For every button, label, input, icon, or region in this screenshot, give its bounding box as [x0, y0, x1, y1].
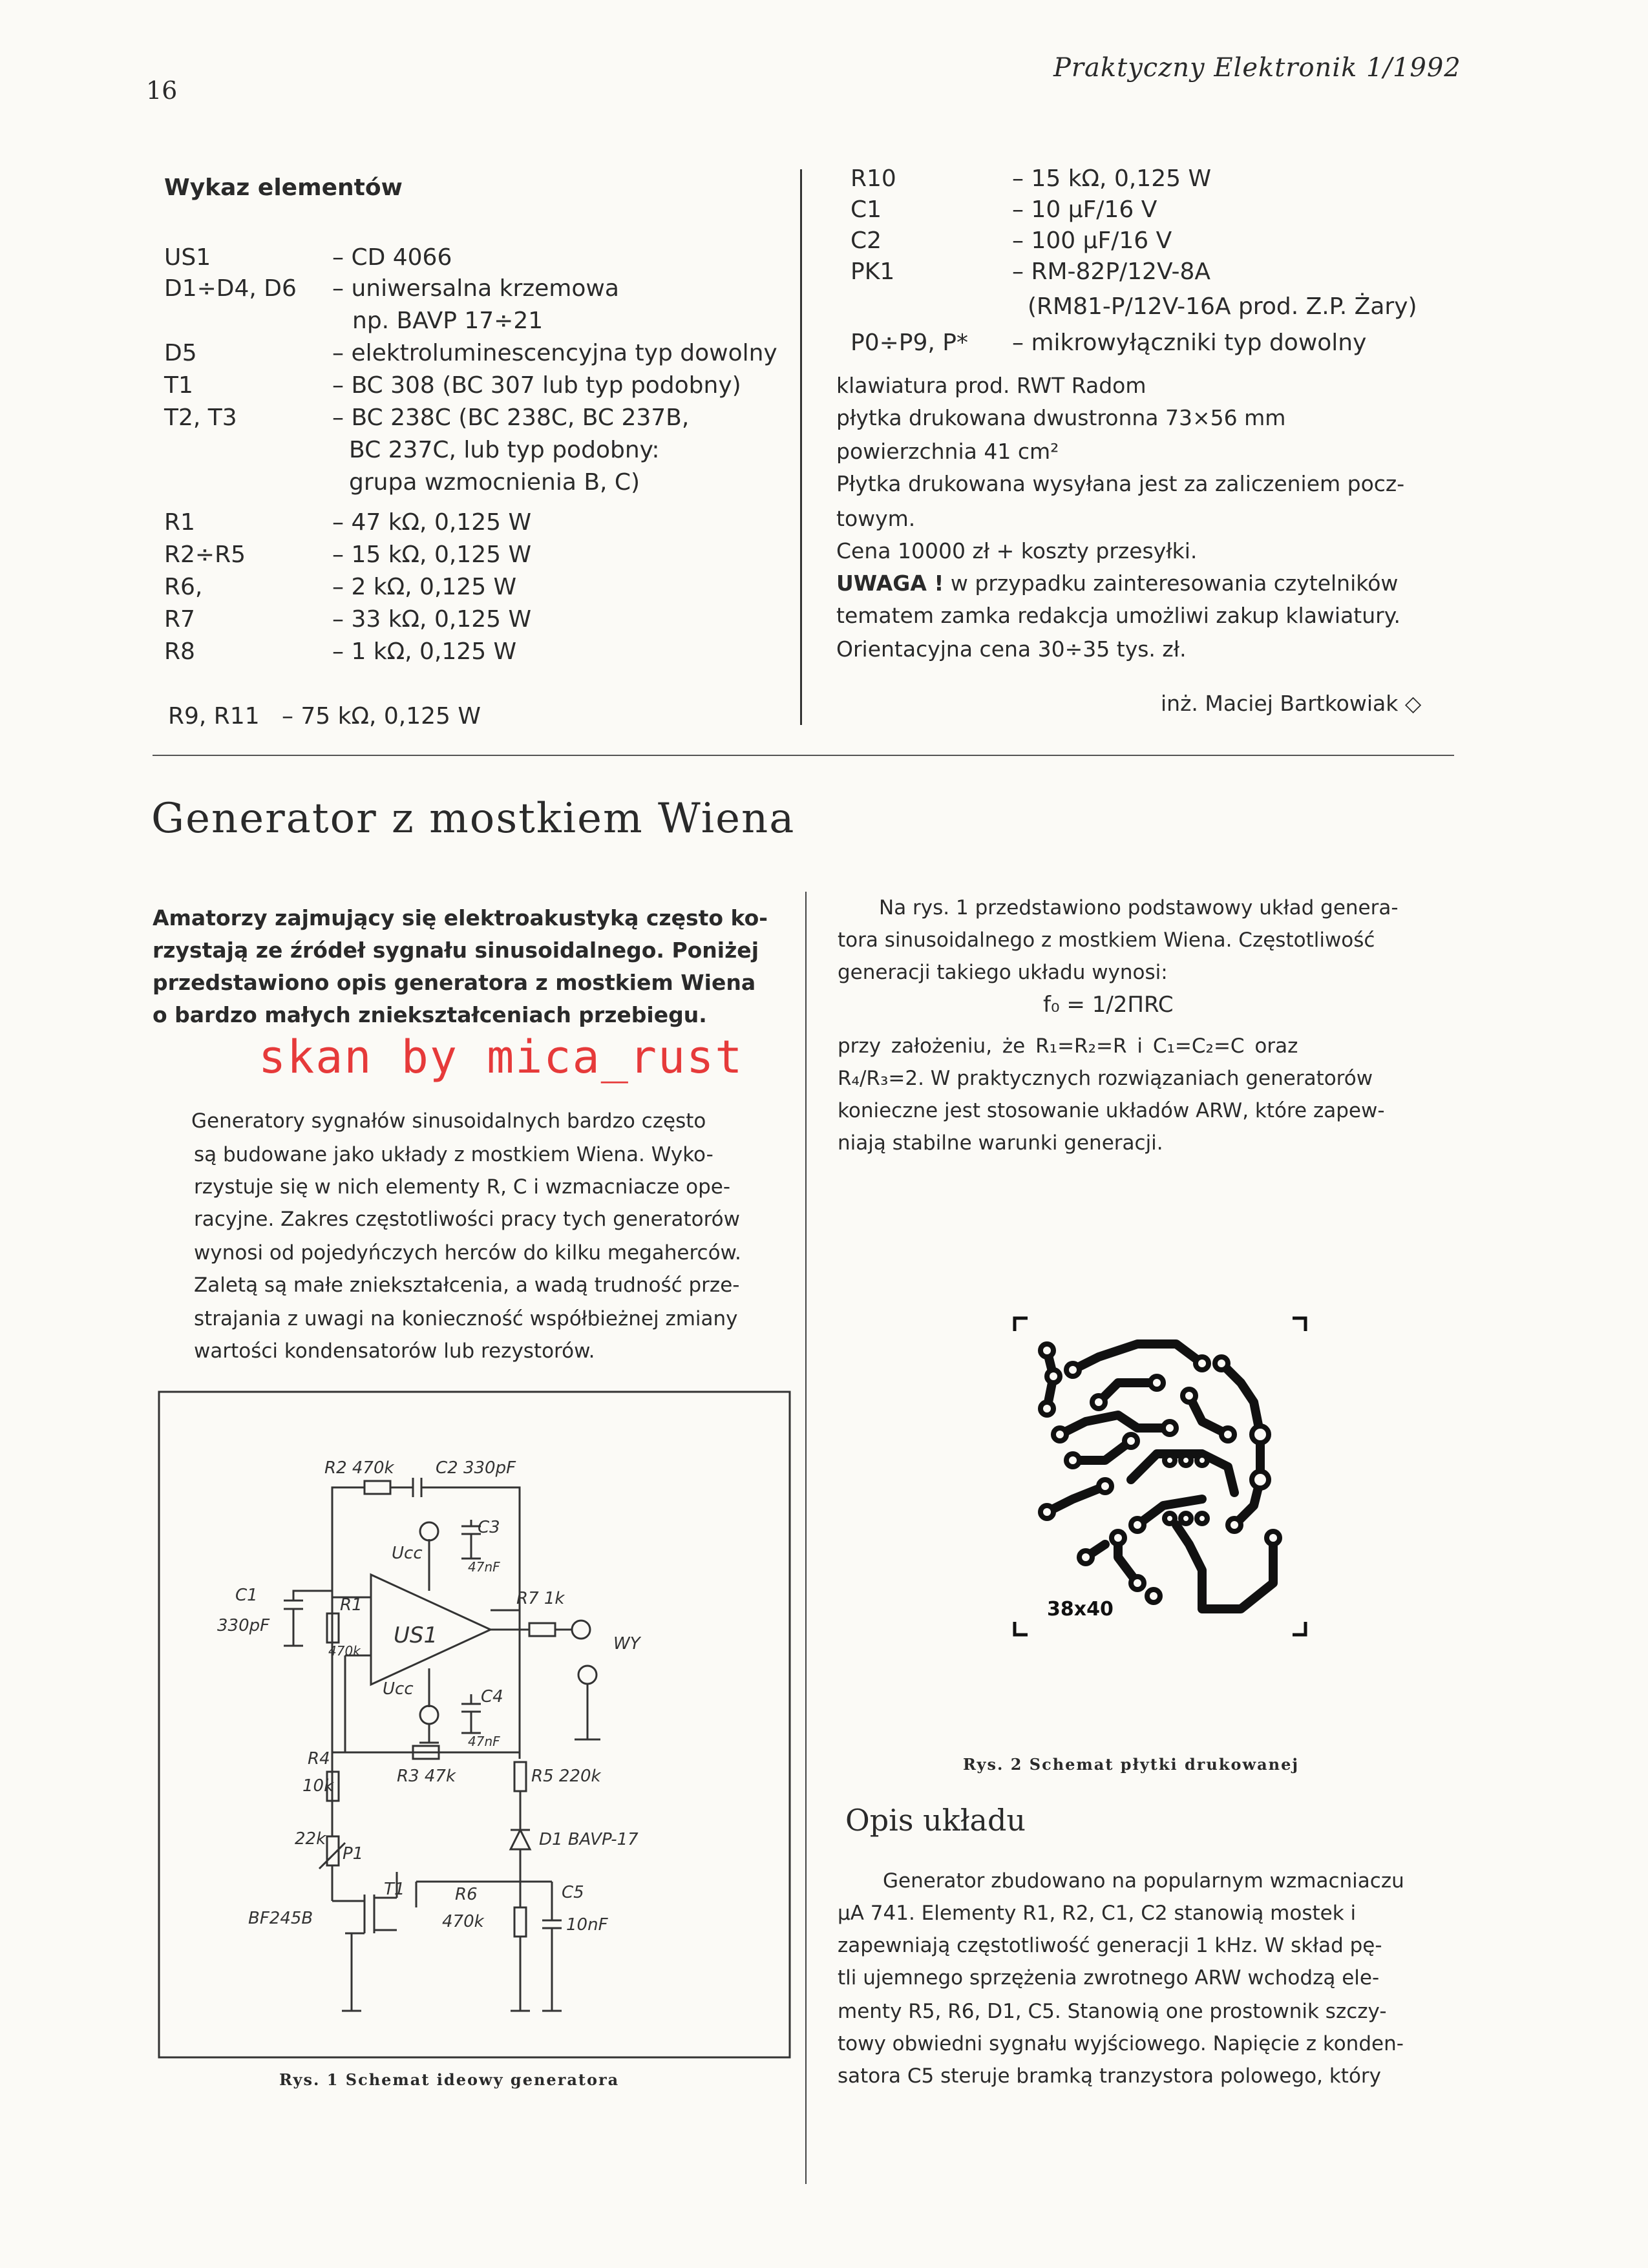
lead-line: rzystają ze źródeł sygnału sinusoidalnego. Poniżej — [153, 938, 759, 963]
note-line: Orientacyjna cena 30÷35 tys. zł. — [836, 636, 1187, 662]
parts-list-title: Wykaz elementów — [164, 174, 403, 201]
paragraph-line: niają stabilne warunki generacji. — [838, 1131, 1163, 1155]
paragraph-line: tli ujemnego sprzężenia zwrotnego ARW wchodzą ele- — [838, 1966, 1380, 1990]
lead-line: o bardzo małych zniekształceniach przebiegu. — [153, 1002, 707, 1027]
r4-value: 10k — [302, 1776, 334, 1796]
ucc-bottom-label: Ucc — [383, 1679, 414, 1699]
c3-value: 47nF — [468, 1559, 500, 1575]
list-item: R2÷R5 – 15 kΩ, 0,125 W — [164, 541, 532, 568]
column-divider-bottom — [805, 892, 807, 2184]
paragraph-line: strajania z uwagi na konieczność współbieżnej zmiany — [194, 1307, 738, 1330]
uwaga-label: UWAGA ! — [836, 571, 944, 596]
section-heading: Opis układu — [845, 1803, 1026, 1838]
r4-label: R4 — [308, 1749, 330, 1769]
section-separator — [153, 755, 1454, 756]
paragraph-line: towy obwiedni sygnału wyjściowego. Napięcie z konden- — [838, 2032, 1404, 2055]
note-line: klawiatura prod. RWT Radom — [836, 373, 1146, 398]
note-line: Cena 10000 zł + koszty przesyłki. — [836, 538, 1198, 563]
c3-label: C3 — [478, 1518, 500, 1537]
r6-label: R6 — [455, 1885, 478, 1904]
figure-2-caption: Rys. 2 Schemat płytki drukowanej — [963, 1755, 1300, 1774]
note-line: towym. — [836, 506, 916, 531]
magazine-header: Praktyczny Elektronik 1/1992 — [1053, 53, 1461, 83]
paragraph-line: μA 741. Elementy R1, R2, C1, C2 stanowią mostek i — [838, 1902, 1357, 1925]
p1-value: 22k — [295, 1829, 326, 1849]
list-item: (RM81-P/12V-16A prod. Z.P. Żary) — [1028, 293, 1417, 320]
p1-label: P1 — [343, 1844, 364, 1864]
r1-label: R1 — [340, 1595, 363, 1615]
list-item: R9, R11 – 75 kΩ, 0,125 W — [168, 703, 481, 730]
page-number: 16 — [146, 76, 178, 105]
paragraph-line: są budowane jako układy z mostkiem Wiena. Wyko- — [194, 1143, 713, 1166]
paragraph-line: tora sinusoidalnego z mostkiem Wiena. Częstotliwość — [838, 929, 1375, 952]
paragraph-line: Na rys. 1 przedstawiono podstawowy układ genera- — [879, 896, 1399, 919]
pcb-figure — [1008, 1312, 1318, 1648]
paragraph-line: satora C5 steruje bramką tranzystora polowego, który — [838, 2064, 1382, 2088]
note-line: powierzchnia 41 cm² — [836, 439, 1059, 464]
c4-value: 47nF — [468, 1734, 500, 1749]
c4-label: C4 — [481, 1687, 503, 1706]
r6-value: 470k — [442, 1912, 484, 1931]
paragraph-line: Generatory sygnałów sinusoidalnych bardzo często — [191, 1109, 706, 1133]
note-line: Płytka drukowana wysyłana jest za zaliczeniem pocz- — [836, 471, 1405, 496]
r7-label: R7 1k — [516, 1589, 565, 1608]
uwaga-line: UWAGA ! w przypadku zainteresowania czytelników — [836, 571, 1399, 596]
list-item: T2, T3 – BC 238C (BC 238C, BC 237B, — [164, 404, 690, 431]
paragraph-line: Generator zbudowano na popularnym wzmacniaczu — [883, 1869, 1404, 1893]
author: inż. Maciej Bartkowiak ◇ — [1161, 691, 1422, 716]
r3-label: R3 47k — [397, 1767, 456, 1786]
ucc-top-label: Ucc — [392, 1544, 423, 1563]
figure-1-caption: Rys. 1 Schemat ideowy generatora — [279, 2070, 620, 2089]
c5-value: 10nF — [566, 1915, 608, 1935]
list-item: R7 – 33 kΩ, 0,125 W — [164, 606, 532, 633]
list-item: T1 – BC 308 (BC 307 lub typ podobny) — [164, 372, 741, 399]
schematic-diagram — [158, 1391, 791, 2063]
list-item: grupa wzmocnienia B, C) — [349, 469, 640, 496]
us1-label: US1 — [394, 1622, 438, 1648]
list-item: D1÷D4, D6 – uniwersalna krzemowa — [164, 275, 619, 302]
c1-label: C1 — [235, 1586, 258, 1605]
formula: f₀ = 1/2ΠRC — [1043, 992, 1174, 1018]
list-item: R8 – 1 kΩ, 0,125 W — [164, 638, 517, 665]
list-item: R10 – 15 kΩ, 0,125 W — [850, 165, 1212, 192]
paragraph-line: generacji takiego układu wynosi: — [838, 961, 1168, 984]
list-item: C2 – 100 μF/16 V — [850, 227, 1172, 254]
r5-label: R5 220k — [531, 1767, 601, 1786]
list-item: np. BAVP 17÷21 — [352, 308, 544, 334]
schematic-figure — [158, 1391, 791, 2063]
list-item: PK1 – RM-82P/12V-8A — [850, 258, 1211, 285]
paragraph-line: wartości kondensatorów lub rezystorów. — [194, 1339, 595, 1363]
article-title: Generator z mostkiem Wiena — [151, 795, 796, 843]
paragraph-line: rzystuje się w nich elementy R, C i wzmacniacze ope- — [194, 1175, 731, 1199]
d1-label: D1 BAVP-17 — [539, 1830, 639, 1849]
paragraph-line: menty R5, R6, D1, C5. Stanowią one prostownik szczy- — [838, 2000, 1387, 2023]
bf245b-label: BF245B — [248, 1909, 313, 1928]
pcb-size-label: 38x40 — [1047, 1598, 1114, 1621]
c1-value: 330pF — [217, 1616, 270, 1635]
list-item: US1 – CD 4066 — [164, 244, 452, 271]
paragraph-line: R₄/R₃=2. W praktycznych rozwiązaniach generatorów — [838, 1067, 1373, 1090]
list-item: BC 237C, lub typ podobny: — [349, 437, 660, 463]
list-item: R1 – 47 kΩ, 0,125 W — [164, 509, 532, 536]
note-line: tematem zamka redakcja umożliwi zakup klawiatury. — [836, 603, 1401, 628]
t1-label: T1 — [384, 1880, 405, 1899]
wy-label: WY — [613, 1634, 640, 1654]
paragraph-line: wynosi od pojedyńczych herców do kilku megaherców. — [194, 1241, 741, 1265]
paragraph-line: Zaletą są małe zniekształcenia, a wadą trudność prze- — [194, 1274, 740, 1297]
watermark: skan by mica_rust — [259, 1031, 744, 1084]
list-item: D5 – elektroluminescencyjna typ dowolny — [164, 340, 777, 366]
r1-value: 470k — [328, 1643, 361, 1659]
paragraph-line: zapewniają częstotliwość generacji 1 kHz. W skład pę- — [838, 1934, 1382, 1957]
c5-label: C5 — [562, 1883, 584, 1902]
paragraph-line: przy założeniu, że R₁=R₂=R i C₁=C₂=C oraz — [838, 1034, 1298, 1058]
lead-line: przedstawiono opis generatora z mostkiem Wiena — [153, 970, 756, 995]
pcb-layout — [1008, 1312, 1318, 1648]
r2-label: R2 470k — [324, 1458, 394, 1478]
list-item: C1 – 10 μF/16 V — [850, 196, 1157, 223]
c2-label: C2 330pF — [436, 1458, 516, 1478]
paragraph-line: konieczne jest stosowanie układów ARW, które zapew- — [838, 1099, 1385, 1122]
column-divider-top — [800, 169, 802, 725]
lead-line: Amatorzy zajmujący się elektroakustyką często ko- — [153, 905, 768, 930]
list-item: R6, – 2 kΩ, 0,125 W — [164, 574, 517, 600]
note-line: płytka drukowana dwustronna 73×56 mm — [836, 405, 1286, 430]
list-item: P0÷P9, P* – mikrowyłączniki typ dowolny — [850, 330, 1367, 356]
paragraph-line: racyjne. Zakres częstotliwości pracy tych generatorów — [194, 1208, 740, 1231]
